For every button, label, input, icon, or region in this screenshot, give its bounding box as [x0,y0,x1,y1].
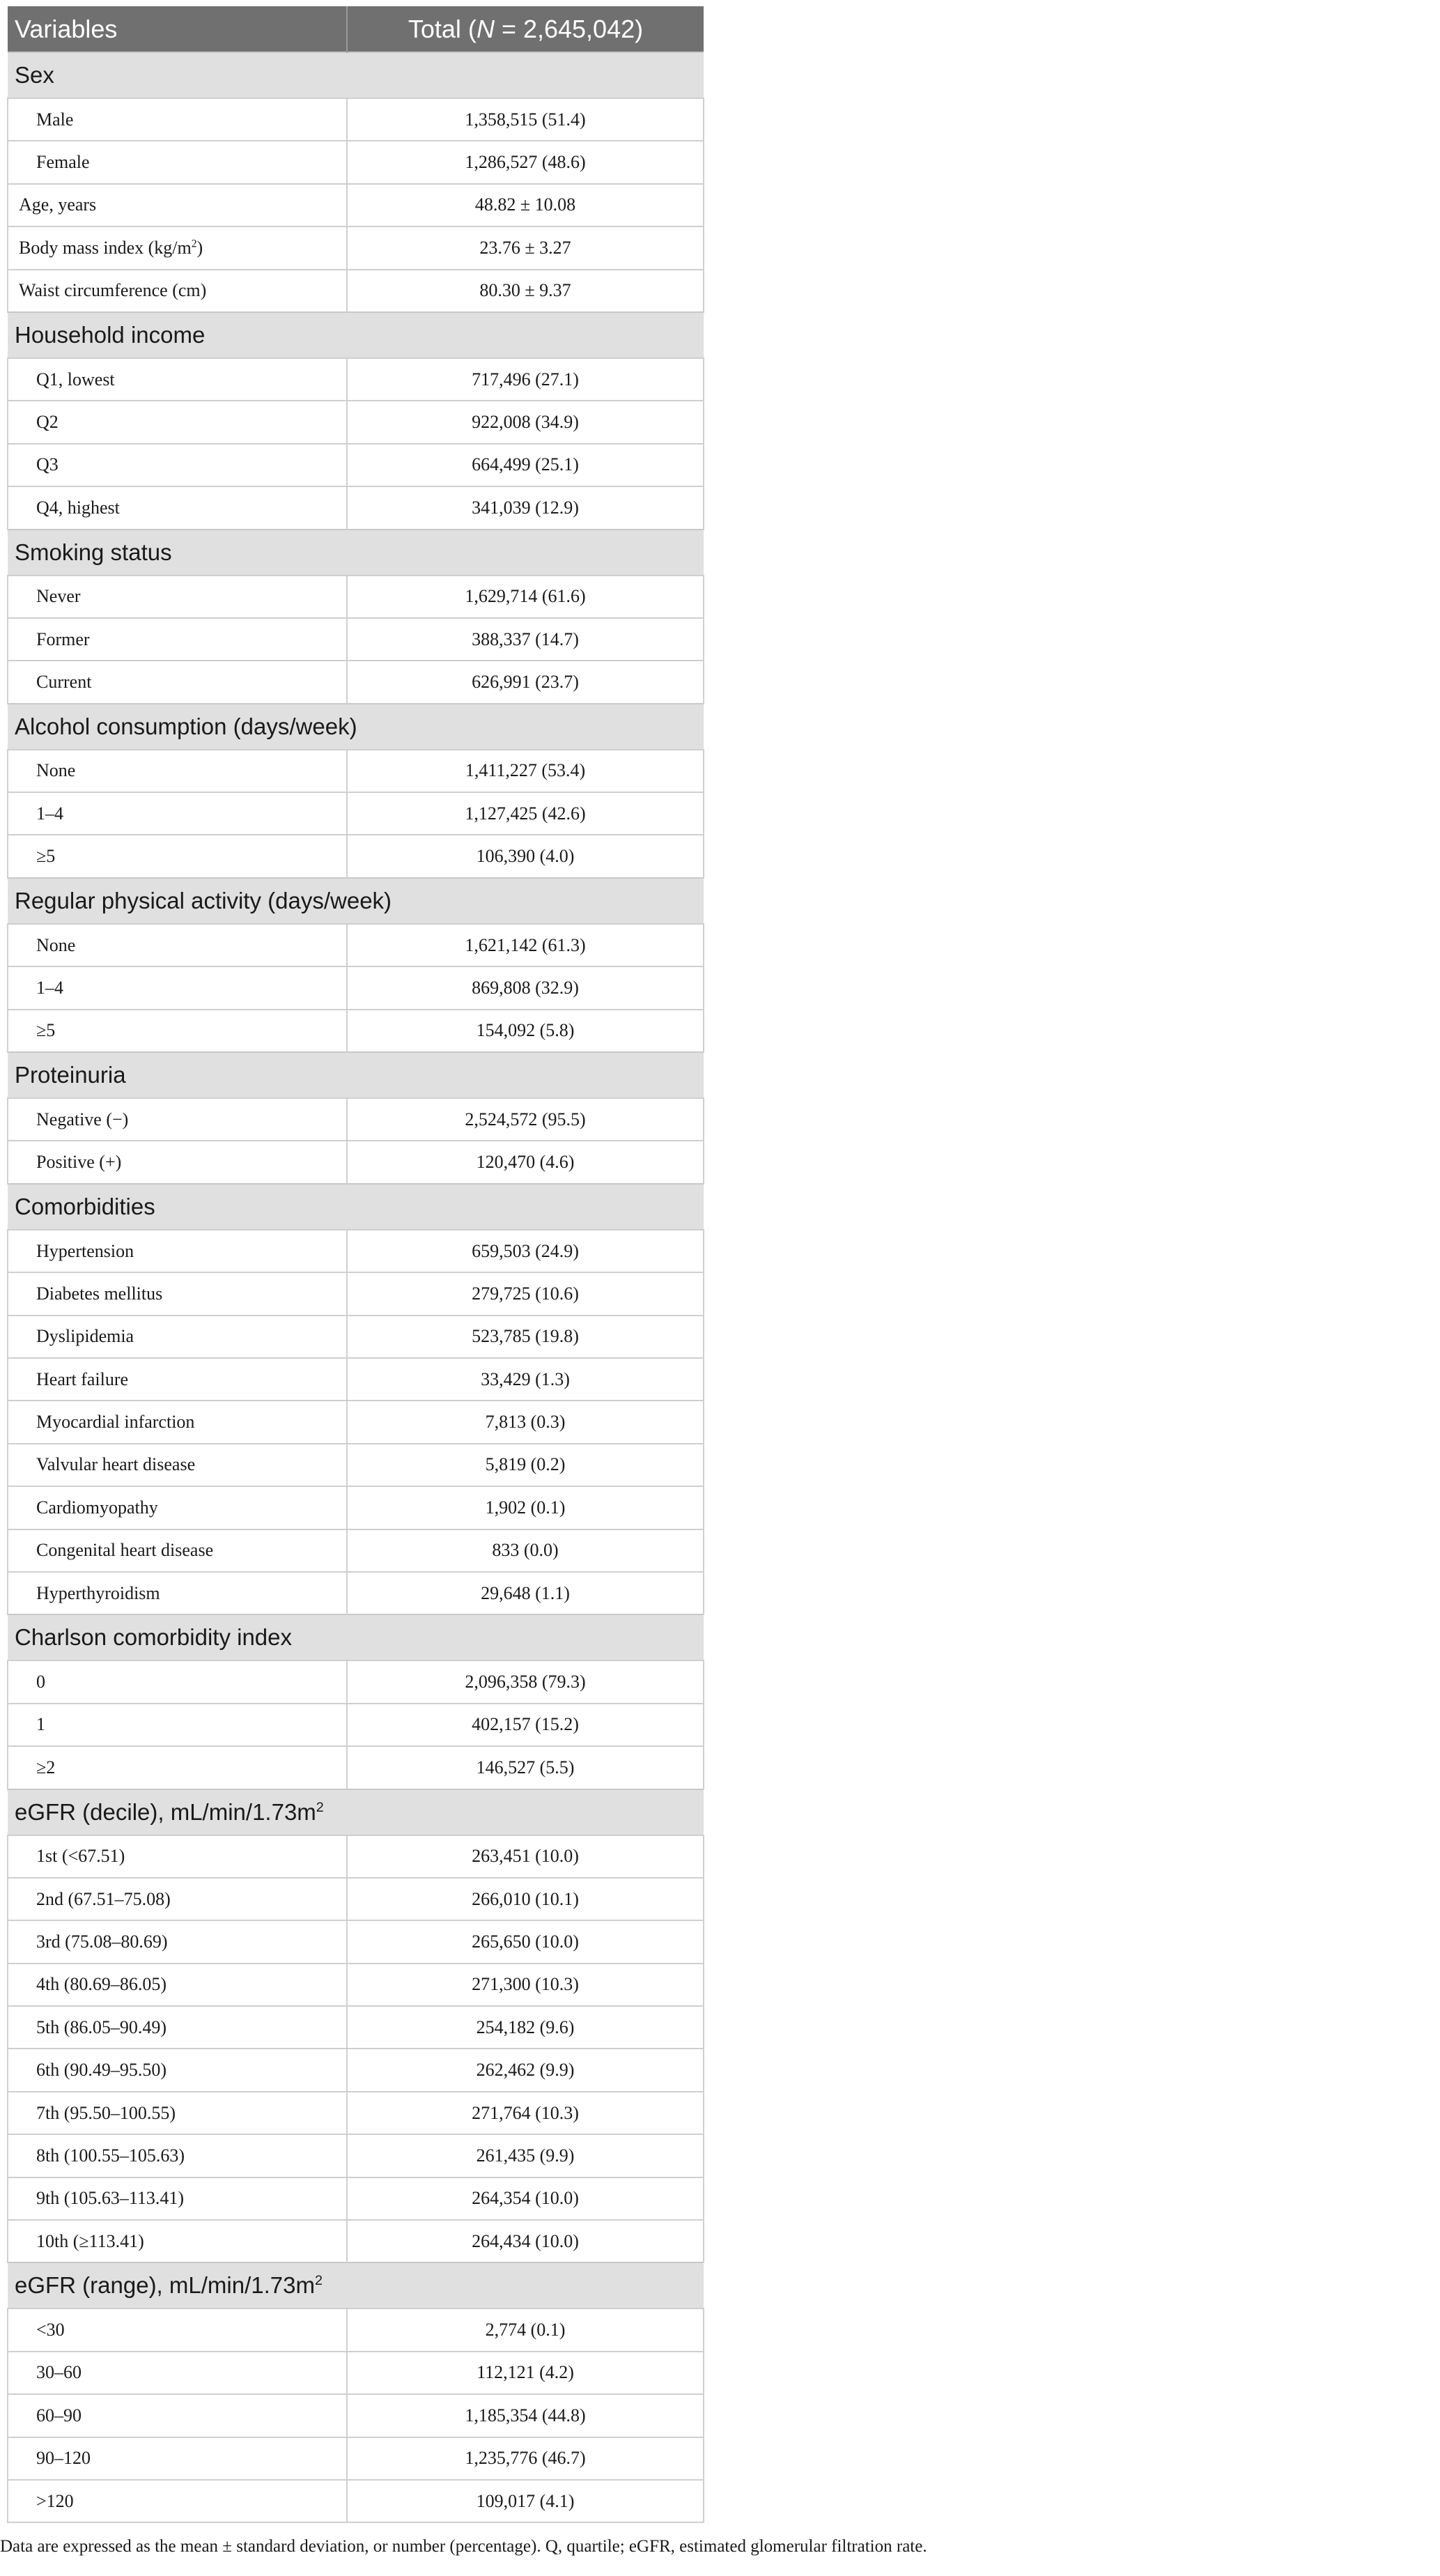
row-value: 263,451 (10.0) [347,1835,704,1878]
row-label [8,2352,347,2394]
section-header-row [8,312,704,358]
table-row [8,835,704,877]
row-value: 106,390 (4.0) [347,835,704,877]
row-label [8,576,347,618]
table-row [8,1529,704,1572]
row-label-text: Dyslipidemia [36,1326,134,1347]
row-label-text: 1 [36,1714,45,1735]
row-label [8,2177,347,2220]
row-label [8,401,347,443]
row-value: 261,435 (9.9) [347,2134,704,2177]
table-row [8,98,704,141]
row-label [8,1529,347,1572]
section-header-row [8,2262,704,2308]
row-label [8,1835,347,1878]
row-label-text: ≥2 [36,1757,56,1777]
section-title-text: Household income [15,321,206,348]
row-value: 279,725 (10.6) [347,1272,704,1315]
row-label-text: Q4, highest [36,497,120,518]
row-label-text: 10th (≥113.41) [36,2230,144,2251]
row-value: 1,185,354 (44.8) [347,2394,704,2437]
table-row [8,184,704,226]
section-title [8,704,704,750]
table-row [8,401,704,443]
section-title [8,1789,704,1835]
row-label-text: Myocardial infarction [36,1412,195,1433]
table-row [8,2220,704,2262]
row-label-text: Waist circumference (cm) [19,280,207,301]
row-value: 80.30 ± 9.37 [347,270,704,312]
row-label-text: 5th (86.05–90.49) [36,2016,167,2037]
table-row [8,1920,704,1963]
row-value: 717,496 (27.1) [347,358,704,401]
row-value: 1,235,776 (46.7) [347,2437,704,2480]
row-label [8,486,347,529]
row-label-text: 1–4 [36,803,63,824]
header-row [8,6,704,52]
row-label-suffix: ) [196,237,203,258]
row-label [8,750,347,792]
table-row [8,270,704,312]
section-title [8,1614,704,1660]
row-value: 833 (0.0) [347,1529,704,1572]
row-value: 869,808 (32.9) [347,966,704,1009]
row-label [8,1704,347,1746]
row-label-text: 1–4 [36,977,63,998]
row-label [8,1098,347,1141]
section-title-text: eGFR (decile), mL/min/1.73m [15,1798,316,1825]
row-value: 664,499 (25.1) [347,444,704,486]
row-label-text: 4th (80.69–86.05) [36,1974,167,1995]
section-title [8,2262,704,2308]
row-value: 29,648 (1.1) [347,1572,704,1614]
table-row [8,1878,704,1920]
row-value: 120,470 (4.6) [347,1141,704,1183]
variables-column-header: Variables [8,6,347,52]
row-value: 112,121 (4.2) [347,2352,704,2394]
row-value: 146,527 (5.5) [347,1746,704,1789]
section-title [8,878,704,924]
row-value: 264,354 (10.0) [347,2177,704,2220]
table-row [8,966,704,1009]
row-label [8,1358,347,1401]
row-label [8,226,347,269]
row-label-text: 30–60 [36,2362,82,2383]
row-label [8,661,347,703]
row-label-text: Diabetes mellitus [36,1283,163,1304]
section-header-row [8,1789,704,1835]
row-label [8,2480,347,2522]
row-value: 2,524,572 (95.5) [347,1098,704,1141]
section-title-text: Proteinuria [15,1062,126,1088]
table-body [8,52,704,2522]
row-label-text: None [36,934,76,955]
row-label-text: Q3 [36,454,59,475]
table-row [8,2394,704,2437]
table-row [8,618,704,661]
row-label [8,924,347,966]
table-row [8,1316,704,1358]
row-value: 1,411,227 (53.4) [347,750,704,792]
row-label [8,2049,347,2091]
table-row [8,1401,704,1443]
row-value: 523,785 (19.8) [347,1316,704,1358]
section-title-superscript: 2 [316,1799,324,1815]
total-n-symbol: N [476,14,495,43]
row-label [8,2092,347,2134]
section-header-row [8,1614,704,1660]
table-footnote: Data are expressed as the mean ± standard deviation, or number (percentage). Q, quartile; eGFR, estimated glomerular filtration rate. [0,2537,927,2556]
row-label-text: 0 [36,1672,45,1692]
row-label-text: Male [36,109,74,130]
section-title-text: Smoking status [15,539,172,565]
row-label-text: Q1, lowest [36,369,115,390]
section-header-row [8,52,704,98]
row-label-text: Female [36,152,90,173]
table-row [8,1272,704,1315]
row-label-text: Cardiomyopathy [36,1497,158,1518]
section-title [8,530,704,576]
table-row [8,1746,704,1789]
row-label [8,792,347,835]
row-label-text: Age, years [19,194,97,215]
row-value: 23.76 ± 3.27 [347,226,704,269]
row-label [8,2134,347,2177]
row-value: 254,182 (9.6) [347,2006,704,2049]
row-value: 2,096,358 (79.3) [347,1660,704,1703]
total-column-header [347,6,704,52]
table-row [8,2134,704,2177]
row-value: 1,629,714 (61.6) [347,576,704,618]
row-label [8,1230,347,1272]
table-row [8,1098,704,1141]
row-value: 48.82 ± 10.08 [347,184,704,226]
table-row [8,1141,704,1183]
row-label-text: Congenital heart disease [36,1540,214,1561]
row-value: 626,991 (23.7) [347,661,704,703]
total-suffix: = 2,645,042) [494,14,644,43]
section-title-superscript: 2 [314,2273,323,2289]
row-label-text: 6th (90.49–95.50) [36,2060,167,2081]
row-value: 1,127,425 (42.6) [347,792,704,835]
row-label-text: Valvular heart disease [36,1454,196,1475]
section-title [8,312,704,358]
row-value: 266,010 (10.1) [347,1878,704,1920]
table-row [8,2308,704,2351]
row-label-text: Negative (−) [36,1109,129,1129]
table-row [8,1964,704,2006]
table-row [8,141,704,183]
table-row [8,1010,704,1052]
row-value: 33,429 (1.3) [347,1358,704,1401]
row-label-text: ≥5 [36,846,56,867]
section-title-text: Comorbidities [15,1193,155,1219]
table-row [8,1835,704,1878]
row-value: 271,300 (10.3) [347,1964,704,2006]
table-row [8,924,704,966]
row-label [8,1401,347,1443]
section-header-row [8,1184,704,1230]
row-label [8,270,347,312]
row-label [8,141,347,183]
row-label-text: 8th (100.55–105.63) [36,2145,185,2166]
row-label-text: Heart failure [36,1368,129,1389]
table-row [8,1486,704,1529]
section-title [8,1052,704,1098]
row-label-text: 1st (<67.51) [36,1846,125,1867]
row-label-text: Former [36,628,90,649]
row-label [8,2437,347,2480]
row-label [8,1878,347,1920]
row-label [8,618,347,661]
baseline-characteristics-table [7,6,704,2523]
table-row [8,1230,704,1272]
row-value: 1,358,515 (51.4) [347,98,704,141]
table-row [8,486,704,529]
row-label-text: 9th (105.63–113.41) [36,2188,185,2209]
row-label [8,184,347,226]
table-row [8,1660,704,1703]
row-label-text: None [36,760,76,781]
table-row [8,1572,704,1614]
table-row [8,661,704,703]
row-value: 922,008 (34.9) [347,401,704,443]
row-label-text: Q2 [36,412,59,433]
section-header-row [8,704,704,750]
table-row [8,358,704,401]
row-value: 265,650 (10.0) [347,1920,704,1963]
row-label [8,2220,347,2262]
table-row [8,226,704,269]
table-row [8,2437,704,2480]
row-label [8,2394,347,2437]
row-value: 264,434 (10.0) [347,2220,704,2262]
row-label-text: Never [36,586,81,607]
section-header-row [8,878,704,924]
table-row [8,2006,704,2049]
row-label-text: 90–120 [36,2448,91,2469]
row-value: 1,902 (0.1) [347,1486,704,1529]
row-value: 271,764 (10.3) [347,2092,704,2134]
section-title-text: eGFR (range), mL/min/1.73m [15,2272,315,2299]
row-label [8,1010,347,1052]
row-label [8,1316,347,1358]
row-value: 1,286,527 (48.6) [347,141,704,183]
row-label-text: Current [36,671,92,692]
row-label-text: 3rd (75.08–80.69) [36,1931,168,1952]
row-label-text: Hyperthyroidism [36,1582,160,1603]
row-label [8,1964,347,2006]
row-label [8,1920,347,1963]
table-header [8,6,704,52]
row-label-text: ≥5 [36,1020,56,1041]
table-row [8,2480,704,2522]
section-title-text: Alcohol consumption (days/week) [15,713,357,739]
row-value: 262,462 (9.9) [347,2049,704,2091]
section-header-row [8,530,704,576]
row-label-text: 7th (95.50–100.55) [36,2102,176,2123]
row-label [8,358,347,401]
section-title-text: Sex [15,62,54,88]
row-value: 5,819 (0.2) [347,1444,704,1486]
row-label [8,444,347,486]
row-label-text: >120 [36,2490,74,2511]
section-title-text: Charlson comorbidity index [15,1624,293,1651]
table-row [8,1704,704,1746]
row-label-text: 2nd (67.51–75.08) [36,1888,171,1909]
table-row [8,576,704,618]
row-value: 109,017 (4.1) [347,2480,704,2522]
table-row [8,2352,704,2394]
section-title [8,52,704,98]
row-label-text: <30 [36,2320,65,2340]
row-value: 1,621,142 (61.3) [347,924,704,966]
section-header-row [8,1052,704,1098]
table-row [8,1444,704,1486]
section-title [8,1184,704,1230]
table-row [8,2177,704,2220]
row-value: 388,337 (14.7) [347,618,704,661]
row-label [8,1141,347,1183]
row-label [8,98,347,141]
row-value: 7,813 (0.3) [347,1401,704,1443]
row-label-text: Positive (+) [36,1152,122,1173]
row-label [8,1746,347,1789]
row-label [8,1572,347,1614]
row-label [8,2006,347,2049]
row-label-superscript: 2 [191,238,197,250]
row-value: 341,039 (12.9) [347,486,704,529]
row-label [8,1272,347,1315]
row-label [8,2308,347,2351]
table-row [8,792,704,835]
row-value: 154,092 (5.8) [347,1010,704,1052]
row-label-text: Body mass index (kg/m [19,237,192,258]
total-prefix: Total ( [408,14,477,43]
table-row [8,750,704,792]
row-value: 2,774 (0.1) [347,2308,704,2351]
section-title-text: Regular physical activity (days/week) [15,887,392,913]
row-label-text: Hypertension [36,1240,134,1261]
table-row [8,2092,704,2134]
row-label-text: 60–90 [36,2405,82,2425]
table-row [8,444,704,486]
row-label [8,1486,347,1529]
row-label [8,1444,347,1486]
row-label [8,1660,347,1703]
row-label [8,966,347,1009]
row-label [8,835,347,877]
row-value: 659,503 (24.9) [347,1230,704,1272]
row-value: 402,157 (15.2) [347,1704,704,1746]
table-row [8,2049,704,2091]
table-row [8,1358,704,1401]
